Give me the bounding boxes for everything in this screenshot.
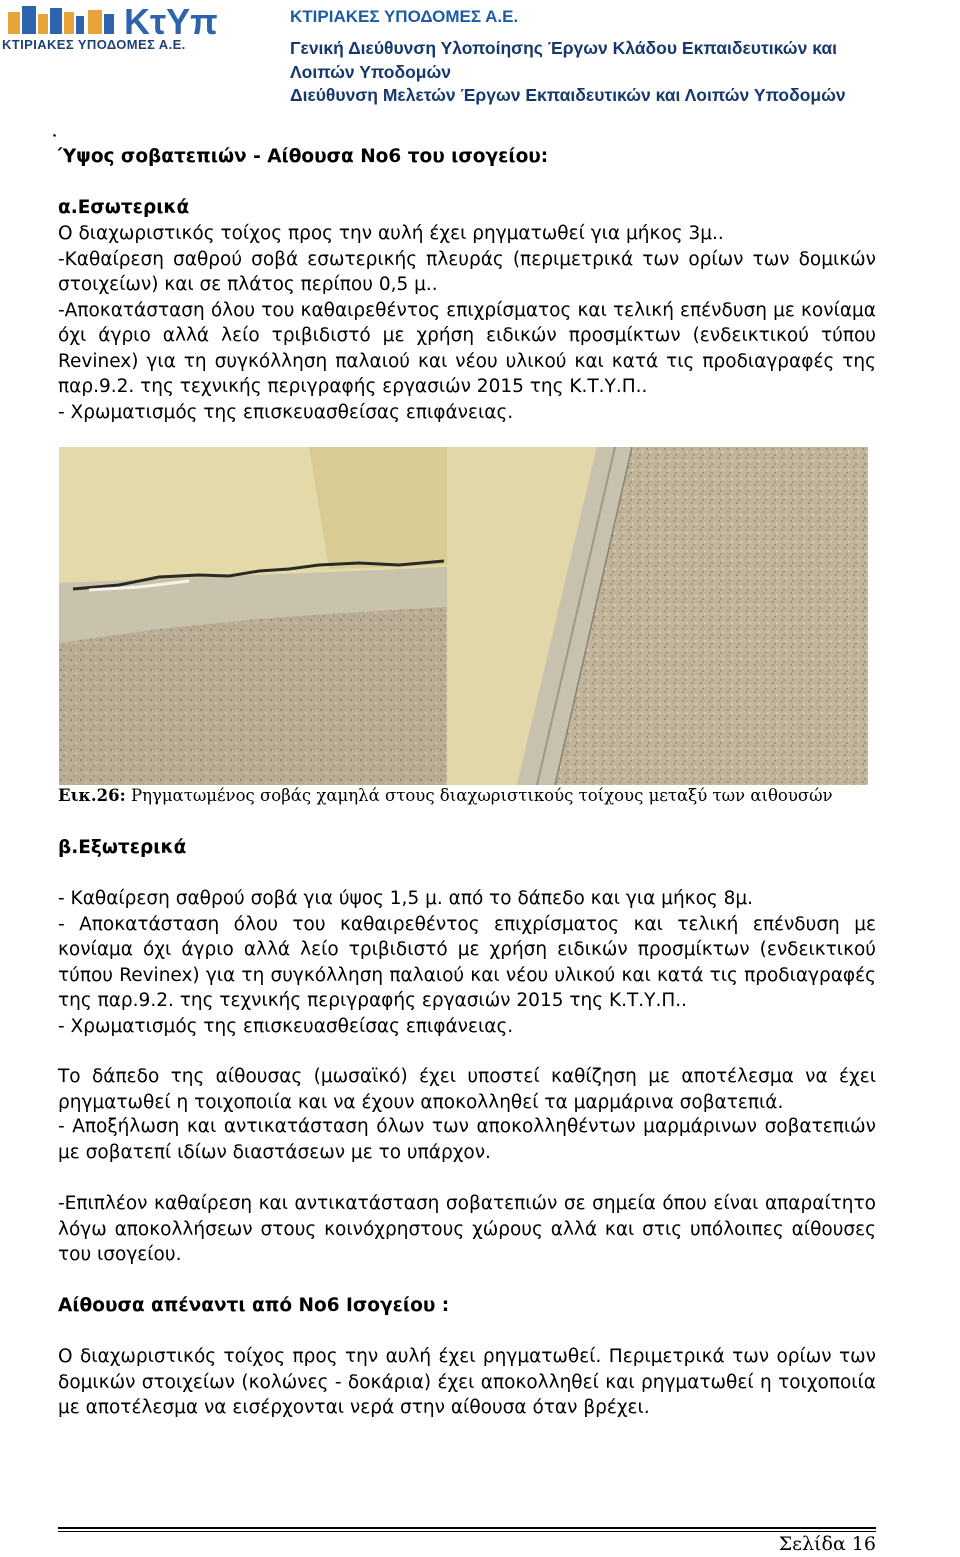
photo-cracked-plaster <box>59 447 447 785</box>
figure-caption-label: Εικ.26: <box>58 786 126 805</box>
internal-heading: α.Εσωτερικά <box>58 197 190 218</box>
footer-rule <box>58 1527 876 1529</box>
header-line-3: Διεύθυνση Μελετών Έργων Εκπαιδευτικών και Λοιπών Υποδομών <box>290 85 846 105</box>
figure-caption-text: Ρηγματωμένος σοβάς χαμηλά στους διαχωριστικούς τοίχους μεταξύ των αιθουσών <box>125 786 833 805</box>
figure-caption <box>58 786 833 805</box>
header-line-2: Λοιπών Υποδομών <box>290 62 451 82</box>
external-line-2: - Αποκατάσταση όλου του καθαιρεθέντος επιχρίσματος και τελική επένδυση με κονίαμα όχι άγριο αλλά λείο τριβιδιστό με χρήση ειδικών προσμίκτων (ενδεικτικού τύπου Revinex) για τη συγκόλληση παλαιού και νέου υλικού και κατά τις προδιαγραφές της παρ.9.2. της τεχνικής περιγραφής εργασιών 2015 της Κ.Τ.Υ.Π.. <box>58 913 876 1011</box>
internal-line-1: Ο διαχωριστικός τοίχος προς την αυλή έχει ρηγματωθεί για μήκος 3μ.. <box>58 223 724 244</box>
opposite-room-heading: Αίθουσα απέναντι από Νο6 Ισογείου : <box>58 1295 450 1316</box>
logo-tagline: ΚΤΙΡΙΑΚΕΣ ΥΠΟΔΟΜΕΣ Α.Ε. <box>2 37 186 52</box>
page-number: Σελίδα 16 <box>778 1533 876 1555</box>
external-heading: β.Εξωτερικά <box>58 837 187 858</box>
photo-floor-baseboard <box>447 447 868 785</box>
logo-wordmark: ΚτΥπ <box>124 1 218 42</box>
header-company: ΚΤΙΡΙΑΚΕΣ ΥΠΟΔΟΜΕΣ Α.Ε. <box>290 7 519 26</box>
floor-paragraph-2: - Αποξήλωση και αντικατάσταση όλων των αποκολληθέντων μαρμάρινων σοβατεπιών με σοβατεπί ιδίων διαστάσεων με το υπάρχον. <box>58 1116 876 1163</box>
opposite-room-paragraph: Ο διαχωριστικός τοίχος προς την αυλή έχει ρηγματωθεί. Περιμετρικά των ορίων των δομικών στοιχείων (κολώνες - δοκάρια) έχει αποκολληθεί και ρηγματωθεί η τοιχοποιία με αποτέλεσμα να εισέρχονται νερά στην αίθουσα όταν βρέχει. <box>58 1346 876 1418</box>
external-line-1: - Καθαίρεση σαθρού σοβά για ύψος 1,5 μ. από το δάπεδο και για μήκος 8μ. <box>58 888 754 909</box>
bullet-dot: ˙ <box>50 132 59 153</box>
header-line-1: Γενική Διεύθυνση Υλοποίησης Έργων Κλάδου Εκπαιδευτικών και <box>290 38 837 58</box>
external-line-3: - Χρωματισμός της επισκευασθείσας επιφάνειας. <box>58 1015 514 1037</box>
floor-paragraph-1: Το δάπεδο της αίθουσας (μωσαϊκό) έχει υποστεί καθίζηση με αποτέλεσμα να έχει ρηγματωθεί η τοιχοποιία και να έχουν αποκολληθεί τα μαρμάρινα σοβατεπιά. <box>58 1066 876 1113</box>
internal-paragraph <box>58 221 876 425</box>
floor-paragraph-3: -Επιπλέον καθαίρεση και αντικατάσταση σοβατεπιών σε σημεία όπου είναι απαραίτητο λόγω αποκολλήσεων στους κοινόχρηστους χώρους αλλά και στις υπόλοιπες αίθουσες του ισογείου. <box>58 1193 876 1265</box>
internal-line-3: -Αποκατάσταση όλου του καθαιρεθέντος επιχρίσματος και τελική επένδυση με κονίαμα όχι άγριο αλλά λείο τριβιδιστό με χρήση ειδικών προσμίκτων (ενδεικτικού τύπου Revinex) για τη συγκόλληση παλαιού και νέου υλικού και κατά τις προδιαγραφές της παρ.9.2. της τεχνικής περιγραφής εργασιών 2015 της Κ.Τ.Υ.Π.. <box>58 299 876 397</box>
internal-line-4: - Χρωματισμός της επισκευασθείσας επιφάνειας. <box>58 401 514 423</box>
footer-rule-thin <box>58 1531 876 1532</box>
section-title: Ύψος σοβατεπιών - Αίθουσα Νο6 του ισογείου: <box>58 146 549 167</box>
external-paragraph <box>58 886 876 1039</box>
internal-line-2: -Καθαίρεση σαθρού σοβά εσωτερικής πλευράς (περιμετρικά των ορίων των δομικών στοιχείων) και σε πλάτος περίπου 0,5 μ.. <box>58 248 876 295</box>
